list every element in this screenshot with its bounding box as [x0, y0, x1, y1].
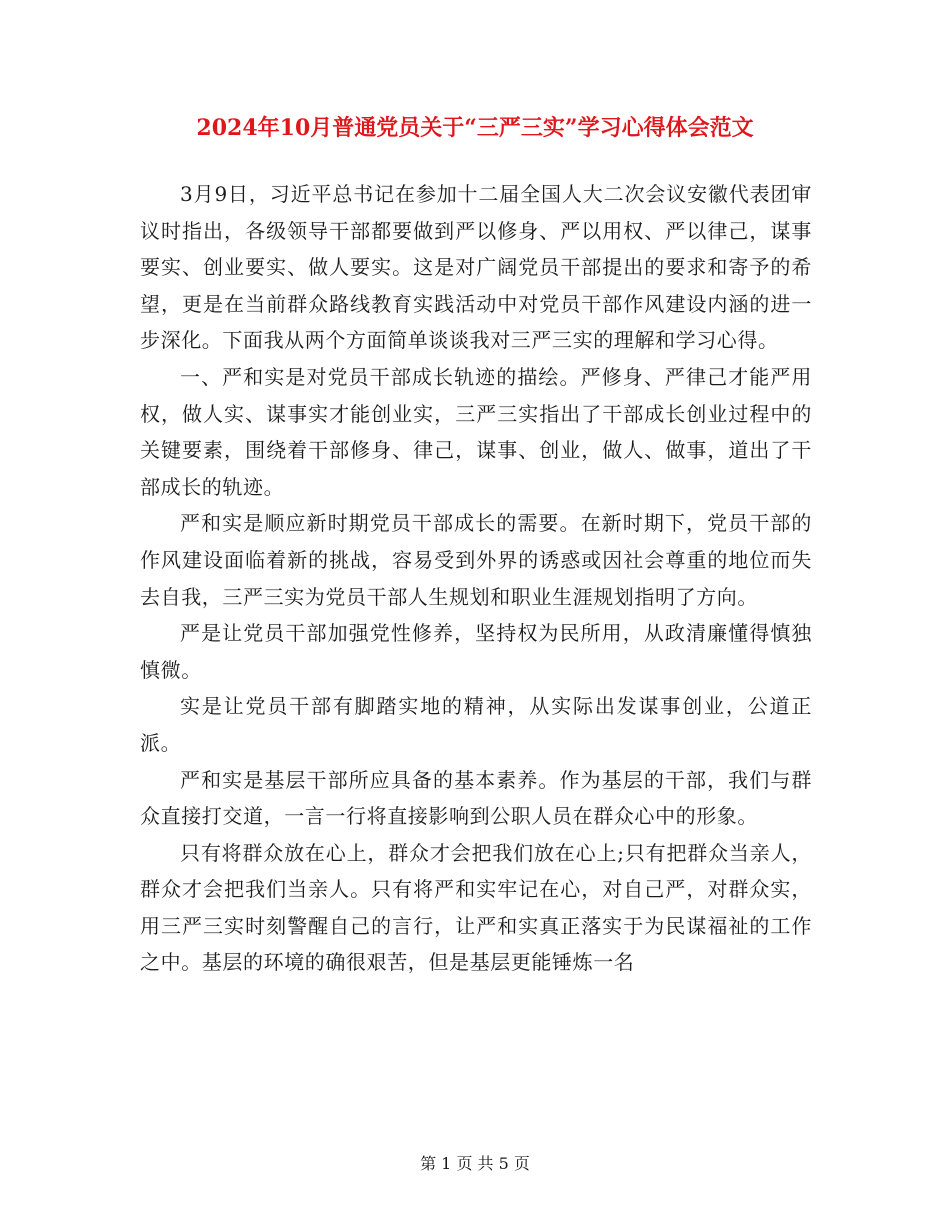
paragraph-6: 严和实是基层干部所应具备的基本素养。作为基层的干部，我们与群众直接打交道，一言一行将直接影响到公职人员在群众心中的形象。 — [140, 767, 812, 829]
paragraph-7: 只有将群众放在心上，群众才会把我们放在心上;只有把群众当亲人，群众才会把我们当亲人。只有将严和实牢记在心，对自己严，对群众实，用三严三实时刻警醒自己的言行，让严和实真正落实于为民谋福祉的工作之中。基层的环境的确很艰苦，但是基层更能锤炼一名 — [140, 840, 812, 975]
document-body — [140, 176, 812, 981]
paragraph-5: 实是让党员干部有脚踏实地的精神，从实际出发谋事创业，公道正派。 — [140, 694, 812, 755]
paragraph-4: 严是让党员干部加强党性修养，坚持权为民所用，从政清廉懂得慎独慎微。 — [140, 621, 812, 682]
paragraph-3: 严和实是顺应新时期党员干部成长的需要。在新时期下，党员干部的作风建设面临着新的挑战，容易受到外界的诱惑或因社会尊重的地位而失去自我，三严三实为党员干部人生规划和职业生涯规划指明了方向。 — [140, 511, 812, 609]
page-number-footer: 第 1 页 共 5 页 — [420, 1154, 530, 1173]
paragraph-2: 一、严和实是对党员干部成长轨迹的描绘。严修身、严律己才能严用权，做人实、谋事实才能创业实，三严三实指出了干部成长创业过程中的关键要素，围绕着干部修身、律己，谋事、创业，做人、做事，道出了干部成长的轨迹。 — [140, 364, 812, 499]
paragraph-1: 3月9日，习近平总书记在参加十二届全国人大二次会议安徽代表团审议时指出，各级领导干部都要做到严以修身、严以用权、严以律己，谋事要实、创业要实、做人要实。这是对广阔党员干部提出的要求和寄予的希望，更是在当前群众路线教育实践活动中对党员干部作风建设内涵的进一步深化。下面我从两个方面简单谈谈我对三严三实的理解和学习心得。 — [140, 182, 812, 353]
document-title: 2024年10月普通党员关于“三严三实”学习心得体会范文 — [196, 115, 754, 141]
